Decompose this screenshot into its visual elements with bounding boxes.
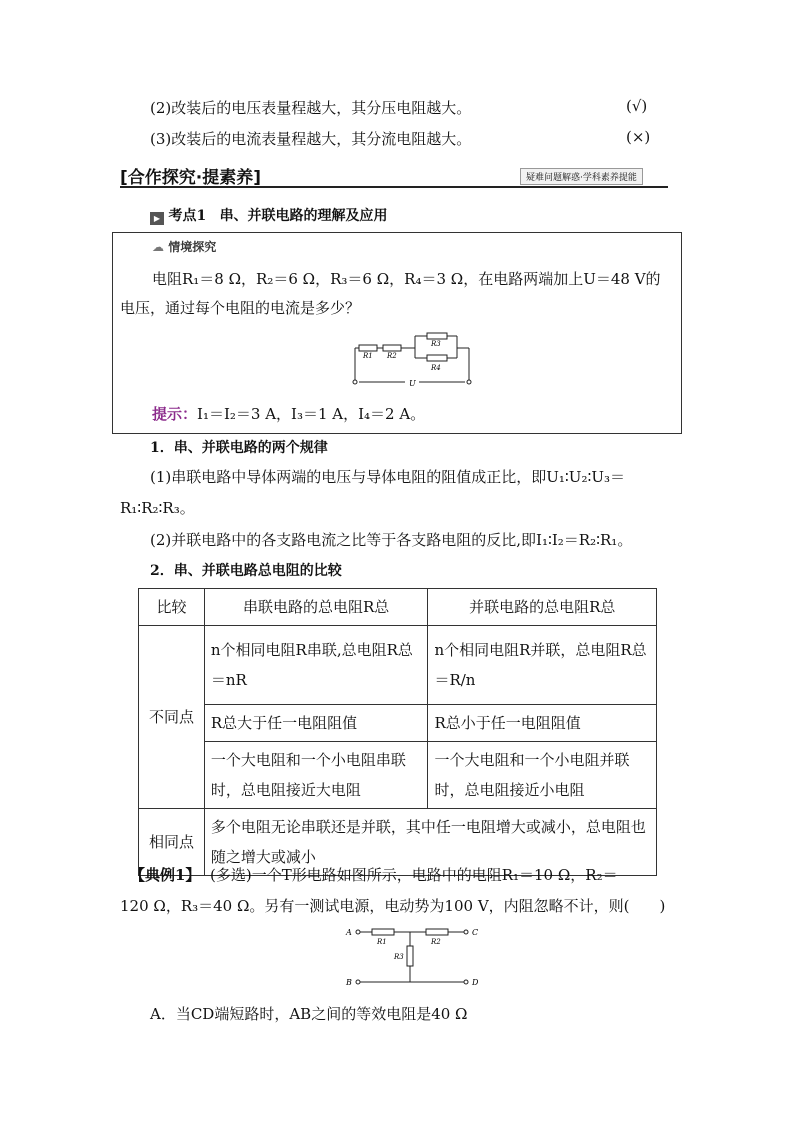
t-circuit-diagram [340,922,490,992]
hint-label: 提示： [152,405,198,423]
circuit-label-r2: R2 [387,352,397,360]
scenario-question-line2: 电压，通过每个电阻的电流是多少？ [120,299,361,317]
comparison-table [138,588,657,876]
statement-2: (2)改装后的电压表量程越大，其分压电阻越大。 [150,99,472,117]
circuit-label-r1: R1 [363,352,373,360]
table-row [139,626,657,705]
section-tag: 疑难问题解惑·学科素养提能 [520,168,643,185]
parallel-approx-cell: 一个大电阻和一个小电阻并联时，总电阻接近小电阻 [428,742,657,809]
node-c-label: C [472,928,479,937]
section-rule [120,186,668,188]
topic-label: 考点1 [168,208,207,224]
table-row [139,742,657,809]
node-a-label: A [346,928,352,937]
play-icon: ▶ [150,212,164,225]
node-b-label: B [346,978,352,987]
topic-line [150,205,388,225]
comparison-heading: 2．串、并联电路总电阻的比较 [150,563,342,579]
rule-2: (2)并联电路中的各支路电流之比等于各支路电阻的反比,即I₁∶I₂＝R₂∶R₁。 [150,531,633,549]
node-d-label: D [472,978,479,987]
rules-heading: 1．串、并联电路的两个规律 [150,440,328,456]
hint-text: I₁＝I₂＝3 A，I₃＝1 A，I₄＝2 A。 [197,405,426,423]
header-compare: 比较 [139,589,205,626]
parallel-smaller-cell: R总小于任一电阻阻值 [428,705,657,742]
header-series: 串联电路的总电阻R总 [204,589,428,626]
example-line2: 120 Ω，R₃＝40 Ω。另有一测试电源，电动势为100 V，内阻忽略不计，则( ) [120,897,666,915]
same-label: 相同点 [139,809,205,876]
section-title: [合作探究·提素养] [120,168,261,188]
header-parallel: 并联电路的总电阻R总 [428,589,657,626]
table-row [139,705,657,742]
topic-title: 串、并联电路的理解及应用 [219,208,388,224]
cloud-icon: ☁ [152,240,164,254]
circuit-label-u: U [409,379,416,388]
statement-3: (3)改装后的电流表量程越大，其分流电阻越大。 [150,130,472,148]
scenario-question-line1: 电阻R₁＝8 Ω，R₂＝6 Ω，R₃＝6 Ω，R₄＝3 Ω，在电路两端加上U＝48 V的 [152,270,661,288]
example-text-1: (多选)一个T形电路如图所示，电路中的电阻R₁＝10 Ω，R₂＝ [209,866,618,884]
same-cell: 多个电阻无论串联还是并联，其中任一电阻增大或减小，总电阻也随之增大或减小 [204,809,656,876]
t-label-r1: R1 [377,938,387,946]
circuit-label-r3: R3 [431,340,441,348]
diff-label: 不同点 [139,626,205,809]
t-label-r2: R2 [431,938,441,946]
rule-1-line2: R₁∶R₂∶R₃。 [120,499,195,517]
t-label-r3: R3 [394,953,404,961]
example-line1 [130,864,618,885]
hint-line [152,403,425,424]
example-label: 【典例1】 [130,866,201,884]
scenario-header [152,238,216,255]
scenario-circuit-diagram [345,328,475,388]
rule-1-line1: (1)串联电路中导体两端的电压与导体电阻的阻值成正比，即U₁∶U₂∶U₃＝ [150,468,626,486]
circuit-label-r4: R4 [431,364,441,372]
option-a: A．当CD端短路时，AB之间的等效电阻是40 Ω [150,1005,468,1023]
statement-2-mark: (√) [626,97,648,115]
parallel-identical-cell: n个相同电阻R并联，总电阻R总＝R/n [428,626,657,705]
scenario-label: 情境探究 [168,240,217,254]
series-greater-cell: R总大于任一电阻阻值 [204,705,428,742]
series-identical-cell: n个相同电阻R串联,总电阻R总＝nR [204,626,428,705]
series-approx-cell: 一个大电阻和一个小电阻串联时，总电阻接近大电阻 [204,742,428,809]
statement-3-mark: (×) [626,128,651,146]
table-header-row [139,589,657,626]
